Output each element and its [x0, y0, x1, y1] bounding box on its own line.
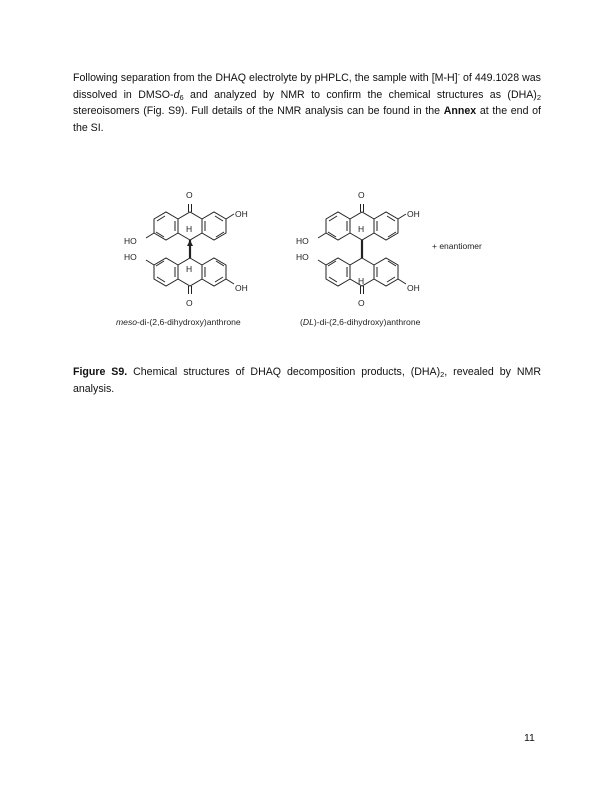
svg-text:O: O [358, 298, 365, 308]
svg-text:H: H [186, 264, 193, 274]
meso-label: meso-di-(2,6-dihydroxy)anthrone [116, 317, 241, 327]
svg-text:O: O [186, 298, 193, 308]
figure-caption: Figure S9. Chemical structures of DHAQ decomposition products, $(DHA)_2$, revealed by NMR analysis. [73, 366, 541, 395]
figure-s9 [100, 180, 520, 340]
svg-text:OH: OH [235, 209, 248, 219]
svg-text:HO: HO [124, 236, 137, 246]
svg-text:HO: HO [296, 252, 309, 262]
page-number: 11 [524, 732, 535, 744]
svg-text:HO: HO [296, 236, 309, 246]
svg-text:H: H [186, 224, 193, 234]
chemical-structures-drawing [100, 180, 520, 340]
svg-text:H: H [358, 276, 365, 286]
svg-text:HO: HO [124, 252, 137, 262]
svg-text:H: H [358, 224, 365, 234]
svg-text:O: O [186, 190, 193, 200]
dl-label: (DL)-di-(2,6-dihydroxy)anthrone [300, 317, 421, 327]
enantiomer-label: + enantiomer [432, 241, 482, 251]
body-paragraph: Following separation from the DHAQ electrolyte by pHPLC, the sample with [M-H]- of 449.1028 was dissolved in DMSO-$d_6$ and analyzed by NMR to confirm the chemical structures as $(DHA)_2$ stereoisomers (Fig. S9). Full details of the NMR analysis can be found in the Annex at the end of the SI. [73, 72, 542, 134]
svg-text:O: O [358, 190, 365, 200]
svg-text:OH: OH [407, 283, 420, 293]
svg-text:OH: OH [235, 283, 248, 293]
dl-structure [296, 190, 420, 308]
svg-text:OH: OH [407, 209, 420, 219]
meso-structure [124, 190, 248, 308]
